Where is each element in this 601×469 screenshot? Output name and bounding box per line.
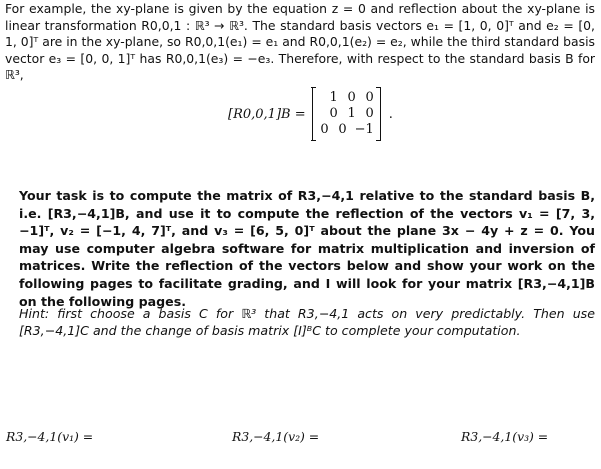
matrix-cell: 0 (365, 90, 374, 105)
matrix-cell: 0 (338, 122, 347, 137)
reflection-matrix (312, 87, 381, 141)
reflection-matrix-equation (228, 87, 393, 141)
matrix-row-1 (319, 90, 374, 106)
task-paragraph: Your task is to compute the matrix of R3,−4,1 relative to the standard basis B, i.e. [R3,−4,1]B, and use it to compute the reflection of the vectors v₁ = [7, 3, −1]ᵀ, v₂ = [−1, 4, 7]ᵀ, and v₃ = [6, 5, 0]ᵀ about the plane 3x − 4y + z = 0. You may use computer algebra software for matrix multiplication and inversion of matrices. Write the reflection of the vectors below and show your work on the following pages to facilitate grading, and I will look for your matrix [R3,−4,1]B on the following pages. (19, 188, 595, 309)
intro-paragraph: For example, the xy-plane is given by the equation z = 0 and reflection about the xy-plane is linear transformation R0,0,1 : ℝ³ → ℝ³. The standard basis vectors e₁ = [1, 0, 0]ᵀ and e₂ = [0, 1, 0]ᵀ are in the xy-plane, so R0,0,1(e₁) = e₁ and R0,0,1(e₂) = e₂, while the third standard basis vector e₃ = [0, 0, 1]ᵀ has R0,0,1(e₃) = −e₃. Therefore, with respect to the standard basis B for ℝ³, (5, 1, 595, 83)
answer-v3-label: R3,−4,1(v₃) = (461, 429, 549, 444)
matrix-cell: 0 (320, 122, 329, 137)
hint-paragraph: Hint: first choose a basis C for ℝ³ that R3,−4,1 acts on very predictably. Then use [R3,−4,1]C and the change of basis matrix [I]ᴮC to complete your computation. (19, 306, 595, 338)
matrix-cell: 1 (329, 90, 338, 105)
matrix-cell: 0 (365, 106, 374, 121)
matrix-period: . (388, 106, 393, 122)
matrix-cell: −1 (354, 122, 374, 137)
matrix-cell: 0 (329, 106, 338, 121)
matrix-cell: 0 (347, 90, 356, 105)
matrix-cell: 1 (347, 106, 356, 121)
answer-v1-label: R3,−4,1(v₁) = (6, 429, 94, 444)
matrix-row-3 (319, 122, 374, 138)
matrix-lhs: [R0,0,1]B = (228, 106, 306, 122)
answer-row (0, 429, 601, 449)
answer-v2-label: R3,−4,1(v₂) = (232, 429, 320, 444)
matrix-row-2 (319, 106, 374, 122)
